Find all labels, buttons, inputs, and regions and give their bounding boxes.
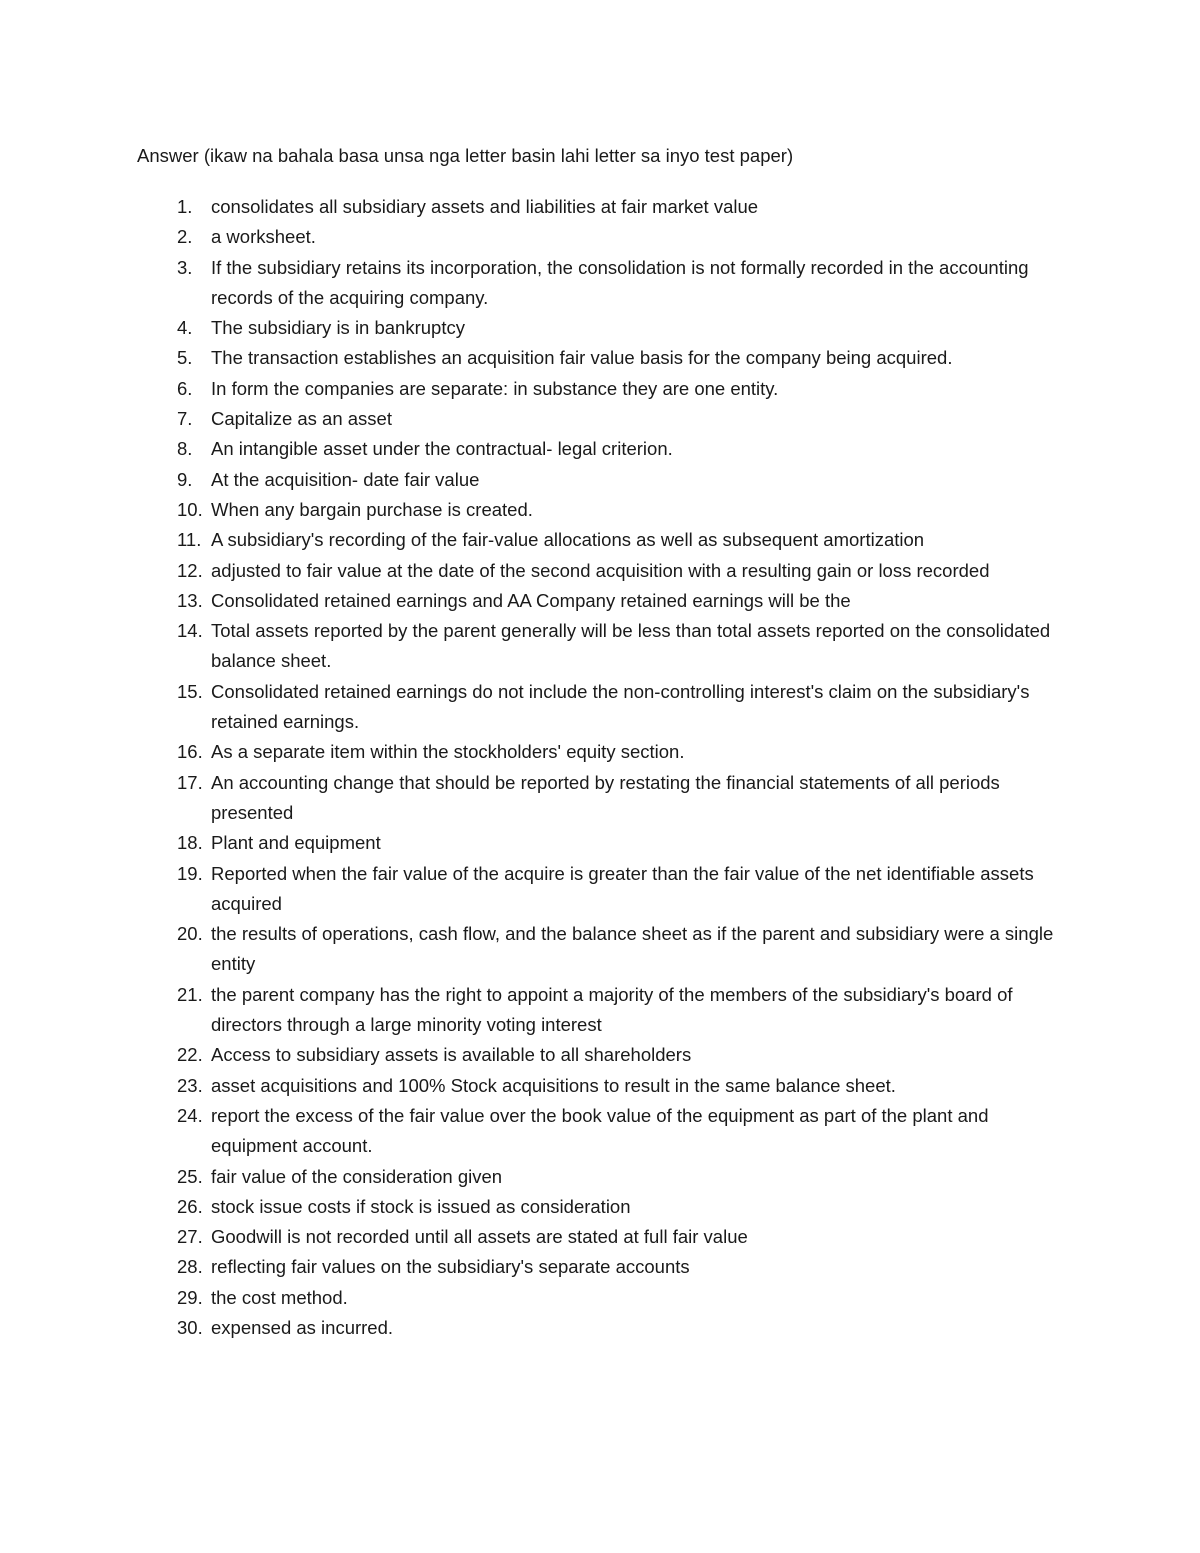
answer-number: 14. xyxy=(177,620,203,642)
answer-text: If the subsidiary retains its incorporation, the consolidation is not formally recorded in the accounting records of the acquiring company. xyxy=(211,256,1029,308)
answer-text: The transaction establishes an acquisition fair value basis for the company being acquired. xyxy=(211,347,953,369)
answer-item xyxy=(0,404,1200,434)
answer-number: 26. xyxy=(177,1195,203,1217)
answer-text: expensed as incurred. xyxy=(211,1316,394,1338)
answer-item xyxy=(0,1283,1200,1313)
answer-number: 7. xyxy=(177,408,193,430)
answer-item xyxy=(0,374,1200,404)
answer-number: 8. xyxy=(177,438,193,460)
answer-text: As a separate item within the stockholders' equity section. xyxy=(211,741,685,763)
answer-text: report the excess of the fair value over the book value of the equipment as part of the plant and equipment account. xyxy=(211,1104,989,1157)
answer-item xyxy=(0,434,1200,464)
answer-item xyxy=(0,343,1200,373)
answer-text: When any bargain purchase is created. xyxy=(211,498,533,520)
answer-item xyxy=(0,737,1200,767)
answer-item xyxy=(0,616,1200,677)
answer-number: 1. xyxy=(177,196,193,217)
answer-item xyxy=(0,1071,1200,1101)
answer-number: 17. xyxy=(177,771,203,793)
answer-text: An accounting change that should be reported by restating the financial statements of all periods presented xyxy=(211,771,1000,823)
answer-number: 21. xyxy=(177,983,203,1005)
answer-text: At the acquisition- date fair value xyxy=(211,468,480,490)
answer-number: 15. xyxy=(177,680,203,702)
answer-text: Reported when the fair value of the acquire is greater than the fair value of the net identifiable assets acquired xyxy=(211,862,1034,914)
answer-text: the results of operations, cash flow, and the balance sheet as if the parent and subsidiary were a single entity xyxy=(211,923,1054,975)
answer-number: 20. xyxy=(177,923,203,945)
answer-item xyxy=(0,495,1200,525)
answer-number: 19. xyxy=(177,862,203,884)
answer-item xyxy=(0,677,1200,738)
answer-item xyxy=(0,222,1200,252)
answer-number: 13. xyxy=(177,589,203,611)
answer-number: 11. xyxy=(177,529,202,551)
answer-text: Goodwill is not recorded until all assets are stated at full fair value xyxy=(211,1226,748,1248)
answer-number: 4. xyxy=(177,317,193,339)
answer-list xyxy=(0,192,1200,1343)
answer-text: Plant and equipment xyxy=(211,832,381,854)
answer-item xyxy=(0,828,1200,858)
answer-number: 29. xyxy=(177,1286,203,1308)
answer-item xyxy=(0,586,1200,616)
answer-text: a worksheet. xyxy=(211,226,316,248)
answer-item xyxy=(0,980,1200,1041)
answer-text: reflecting fair values on the subsidiary's separate accounts xyxy=(211,1256,690,1278)
answer-number: 22. xyxy=(177,1044,203,1066)
answer-number: 2. xyxy=(177,226,193,248)
answer-item xyxy=(0,1252,1200,1282)
answer-text: Total assets reported by the parent generally will be less than total assets reported on the consolidated balance sheet. xyxy=(211,620,1051,672)
answer-text: stock issue costs if stock is issued as consideration xyxy=(211,1195,631,1217)
answer-number: 6. xyxy=(177,377,193,399)
answer-number: 30. xyxy=(177,1316,203,1338)
answer-item xyxy=(0,1040,1200,1070)
answer-number: 25. xyxy=(177,1165,203,1187)
answer-text: consolidates all subsidiary assets and liabilities at fair market value xyxy=(211,196,759,217)
answer-item xyxy=(0,192,1200,222)
answer-number: 9. xyxy=(177,468,193,490)
answer-text: Consolidated retained earnings do not include the non-controlling interest's claim on the subsidiary's retained earnings. xyxy=(211,680,1030,733)
answer-text: The subsidiary is in bankruptcy xyxy=(211,317,465,339)
answer-number: 10. xyxy=(177,498,203,520)
answer-text: adjusted to fair value at the date of the second acquisition with a resulting gain or loss recorded xyxy=(211,559,990,581)
answer-item xyxy=(0,1101,1200,1162)
answer-item xyxy=(0,313,1200,343)
answer-number: 27. xyxy=(177,1226,203,1248)
answer-text: Capitalize as an asset xyxy=(211,408,392,430)
answer-item xyxy=(0,556,1200,586)
answer-text: fair value of the consideration given xyxy=(211,1165,503,1187)
answer-item xyxy=(0,465,1200,495)
answer-number: 24. xyxy=(177,1104,203,1126)
answer-text: A subsidiary's recording of the fair-value allocations as well as subsequent amortization xyxy=(211,529,925,551)
answer-item xyxy=(0,253,1200,314)
answer-text: In form the companies are separate: in substance they are one entity. xyxy=(211,377,779,399)
answer-text: the cost method. xyxy=(211,1286,348,1308)
answer-item xyxy=(0,768,1200,829)
answer-text: Access to subsidiary assets is available to all shareholders xyxy=(211,1044,692,1066)
answer-number: 3. xyxy=(177,256,193,278)
answer-number: 5. xyxy=(177,347,193,369)
answer-text: asset acquisitions and 100% Stock acquisitions to result in the same balance sheet. xyxy=(211,1074,896,1096)
answer-item xyxy=(0,1313,1200,1343)
answer-text: Consolidated retained earnings and AA Company retained earnings will be the xyxy=(211,589,851,611)
page-heading: Answer (ikaw na bahala basa unsa nga letter basin lahi letter sa inyo test paper) xyxy=(137,145,794,166)
answer-item xyxy=(0,1192,1200,1222)
answer-item xyxy=(0,1162,1200,1192)
answer-number: 23. xyxy=(177,1074,203,1096)
answer-item xyxy=(0,1222,1200,1252)
answer-text: An intangible asset under the contractual- legal criterion. xyxy=(211,438,673,460)
answer-number: 28. xyxy=(177,1256,203,1278)
answer-item xyxy=(0,859,1200,920)
answer-item xyxy=(0,525,1200,555)
answer-number: 16. xyxy=(177,741,203,763)
answer-item xyxy=(0,919,1200,980)
answer-text: the parent company has the right to appoint a majority of the members of the subsidiary's board of directors through a large minority voting interest xyxy=(211,983,1013,1036)
answer-number: 12. xyxy=(177,559,203,581)
answer-number: 18. xyxy=(177,832,203,854)
